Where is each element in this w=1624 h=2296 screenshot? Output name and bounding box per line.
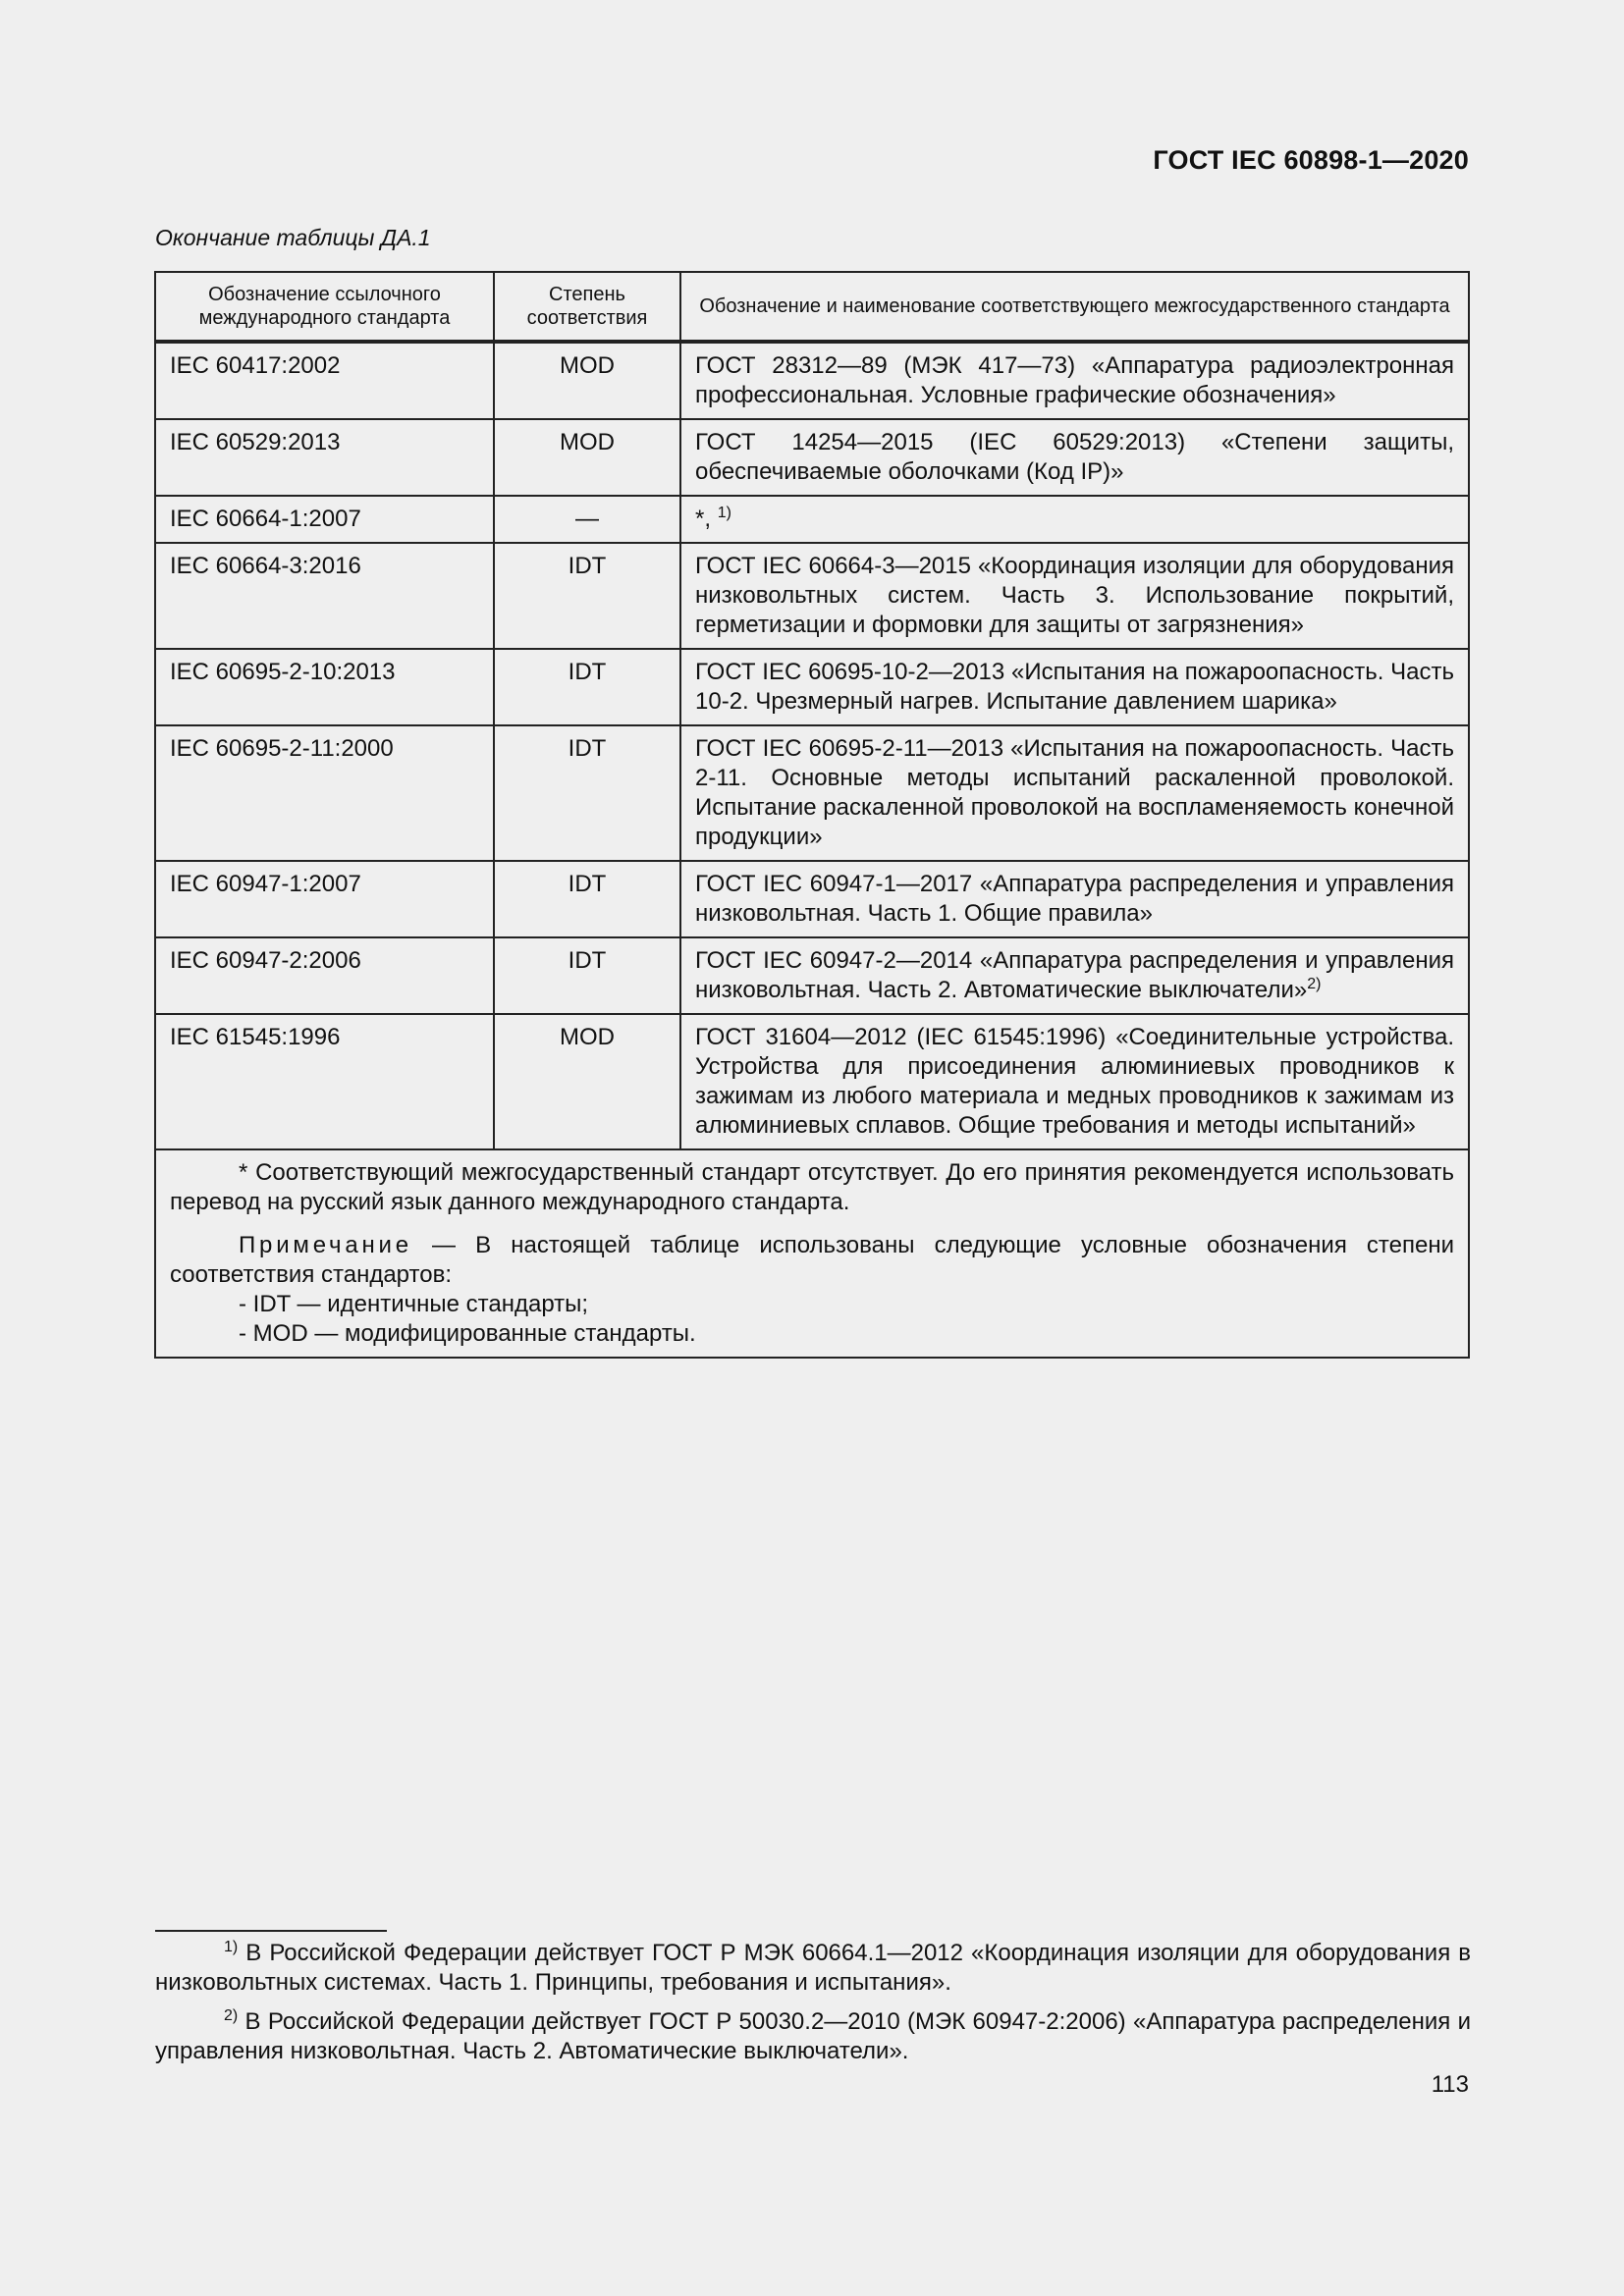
title-text: ГОСТ IEC 60695-10-2—2013 «Испытания на пожароопасность. Часть 10-2. Чрезмерный нагрев. Испытание давлением шарика» (695, 659, 1454, 715)
column-header-degree: Степень соответствия (494, 272, 680, 342)
note-list-item: - MOD — модифицированные стандарты. (239, 1320, 696, 1347)
reference-cell: IEC 60664-1:2007 (155, 496, 494, 543)
table-row (155, 419, 1469, 496)
table-header-row (155, 272, 1469, 342)
title-cell (680, 543, 1469, 649)
reference-cell: IEC 60529:2013 (155, 419, 494, 496)
note-list-item: - IDT — идентичные стандарты; (239, 1291, 589, 1317)
standards-correspondence-table (154, 271, 1470, 1359)
degree-cell: MOD (494, 342, 680, 419)
title-cell (680, 937, 1469, 1014)
degree-cell: — (494, 496, 680, 543)
star-note: * Соответствующий межгосударственный стандарт отсутствует. До его принятия рекомендуется использовать перевод на русский язык данного международного стандарта. (170, 1159, 1454, 1215)
footnote-ref: 2) (1307, 976, 1322, 992)
column-header-reference: Обозначение ссылочного международного стандарта (155, 272, 494, 342)
footnotes (155, 1939, 1471, 2076)
degree-cell: IDT (494, 543, 680, 649)
title-cell (680, 725, 1469, 861)
table-caption: Окончание таблицы ДА.1 (155, 225, 431, 250)
note-block (170, 1231, 1454, 1349)
degree-cell: IDT (494, 649, 680, 725)
degree-cell: IDT (494, 861, 680, 937)
title-text: ГОСТ IEC 60947-2—2014 «Аппаратура распределения и управления низковольтная. Часть 2. Автоматические выключатели» (695, 947, 1454, 1003)
column-header-title: Обозначение и наименование соответствующего межгосударственного стандарта (680, 272, 1469, 342)
title-cell (680, 1014, 1469, 1149)
note-text: — В настоящей таблице использованы следующие условные обозначения степени соответствия стандартов: (170, 1232, 1454, 1288)
title-cell (680, 419, 1469, 496)
reference-cell: IEC 60947-2:2006 (155, 937, 494, 1014)
footnote-text: В Российской Федерации действует ГОСТ Р МЭК 60664.1—2012 «Координация изоляции для оборудования в низковольтных системах. Часть 1. Принципы, требования и испытания». (155, 1940, 1471, 1996)
reference-cell: IEC 60417:2002 (155, 342, 494, 419)
table-row (155, 725, 1469, 861)
degree-cell: IDT (494, 937, 680, 1014)
title-text: ГОСТ IEC 60947-1—2017 «Аппаратура распределения и управления низковольтная. Часть 1. Общие правила» (695, 871, 1454, 927)
reference-cell: IEC 60664-3:2016 (155, 543, 494, 649)
degree-cell: MOD (494, 1014, 680, 1149)
footnote (155, 1939, 1471, 1998)
footnote (155, 2007, 1471, 2066)
degree-cell: MOD (494, 419, 680, 496)
table-row (155, 342, 1469, 419)
title-text: *, (695, 506, 712, 532)
title-cell (680, 342, 1469, 419)
reference-cell: IEC 60695-2-11:2000 (155, 725, 494, 861)
table-notes-row (155, 1149, 1469, 1358)
table-notes-cell (155, 1149, 1469, 1358)
title-text: ГОСТ 31604—2012 (IEC 61545:1996) «Соединительные устройства. Устройства для присоединения алюминиевых проводников к зажимам из любого материала и медных проводников к зажимам из алюминиевых сплавов. Общие требования и методы испытаний» (695, 1024, 1454, 1139)
degree-cell: IDT (494, 725, 680, 861)
footnote-text: В Российской Федерации действует ГОСТ Р 50030.2—2010 (МЭК 60947-2:2006) «Аппаратура распределения и управления низковольтная. Часть 2. Автоматические выключатели». (155, 2008, 1471, 2064)
title-cell (680, 496, 1469, 543)
footnote-separator (155, 1930, 387, 1932)
note-label: Примечание (239, 1232, 412, 1258)
reference-cell: IEC 61545:1996 (155, 1014, 494, 1149)
table-row (155, 649, 1469, 725)
reference-cell: IEC 60947-1:2007 (155, 861, 494, 937)
footnote-ref: 1) (717, 505, 731, 521)
footnote-mark: 2) (224, 2007, 239, 2024)
table-row (155, 1014, 1469, 1149)
footnote-mark: 1) (224, 1939, 239, 1955)
table-row (155, 543, 1469, 649)
table-row (155, 496, 1469, 543)
table-row (155, 937, 1469, 1014)
page-number: 113 (1431, 2071, 1469, 2098)
document-code-header: ГОСТ IEC 60898-1—2020 (1153, 145, 1469, 175)
title-text: ГОСТ 28312—89 (МЭК 417—73) «Аппаратура радиоэлектронная профессиональная. Условные графические обозначения» (695, 352, 1454, 408)
title-text: ГОСТ IEC 60695-2-11—2013 «Испытания на пожароопасность. Часть 2-11. Основные методы испытаний раскаленной проволокой. Испытание раскаленной проволокой на воспламеняемость конечной продукции» (695, 735, 1454, 850)
reference-cell: IEC 60695-2-10:2013 (155, 649, 494, 725)
title-text: ГОСТ IEC 60664-3—2015 «Координация изоляции для оборудования низковольтных систем. Часть 3. Использование покрытий, герметизации и формовки для защиты от загрязнения» (695, 553, 1454, 638)
title-cell (680, 861, 1469, 937)
table-row (155, 861, 1469, 937)
title-text: ГОСТ 14254—2015 (IEC 60529:2013) «Степени защиты, обеспечиваемые оболочками (Код IP)» (695, 429, 1454, 485)
title-cell (680, 649, 1469, 725)
